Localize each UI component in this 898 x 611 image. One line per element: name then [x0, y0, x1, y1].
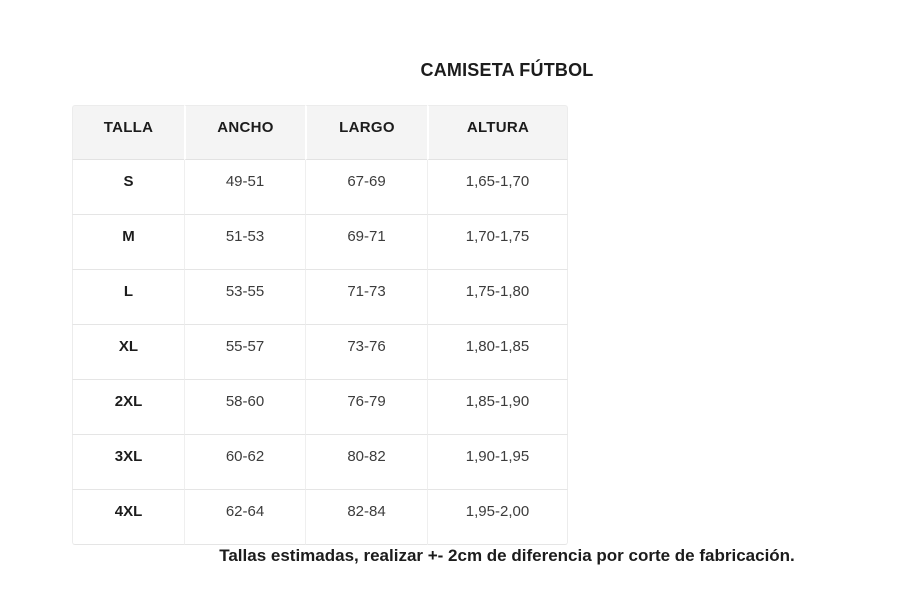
- size-cell: 2XL: [72, 380, 184, 435]
- size-table-body: [72, 160, 568, 545]
- size-cell: 4XL: [72, 490, 184, 545]
- table-row-xl: [72, 325, 568, 380]
- largo-cell: 71-73: [305, 270, 427, 325]
- largo-cell: 76-79: [305, 380, 427, 435]
- altura-cell: 1,95-2,00: [427, 490, 568, 545]
- altura-cell: 1,70-1,75: [427, 215, 568, 270]
- table-row-m: [72, 215, 568, 270]
- column-header-ancho: ANCHO: [184, 105, 305, 160]
- size-chart-table: [72, 105, 568, 545]
- size-cell: XL: [72, 325, 184, 380]
- altura-cell: 1,80-1,85: [427, 325, 568, 380]
- size-cell: S: [72, 160, 184, 215]
- table-row-2xl: [72, 380, 568, 435]
- table-header-row: [72, 105, 568, 160]
- largo-cell: 73-76: [305, 325, 427, 380]
- size-cell: 3XL: [72, 435, 184, 490]
- table-row-3xl: [72, 435, 568, 490]
- ancho-cell: 53-55: [184, 270, 305, 325]
- ancho-cell: 58-60: [184, 380, 305, 435]
- column-header-altura: ALTURA: [427, 105, 568, 160]
- largo-cell: 80-82: [305, 435, 427, 490]
- ancho-cell: 49-51: [184, 160, 305, 215]
- ancho-cell: 60-62: [184, 435, 305, 490]
- column-header-talla: TALLA: [72, 105, 184, 160]
- footer-note: Tallas estimadas, realizar +- 2cm de diferencia por corte de fabricación.: [219, 546, 795, 565]
- largo-cell: 69-71: [305, 215, 427, 270]
- ancho-cell: 62-64: [184, 490, 305, 545]
- ancho-cell: 55-57: [184, 325, 305, 380]
- altura-cell: 1,75-1,80: [427, 270, 568, 325]
- column-header-largo: LARGO: [305, 105, 427, 160]
- altura-cell: 1,90-1,95: [427, 435, 568, 490]
- table-row-l: [72, 270, 568, 325]
- altura-cell: 1,65-1,70: [427, 160, 568, 215]
- table-row-4xl: [72, 490, 568, 545]
- largo-cell: 67-69: [305, 160, 427, 215]
- altura-cell: 1,85-1,90: [427, 380, 568, 435]
- page-title: CAMISETA FÚTBOL: [420, 60, 594, 80]
- size-cell: M: [72, 215, 184, 270]
- size-cell: L: [72, 270, 184, 325]
- largo-cell: 82-84: [305, 490, 427, 545]
- table-row-s: [72, 160, 568, 215]
- ancho-cell: 51-53: [184, 215, 305, 270]
